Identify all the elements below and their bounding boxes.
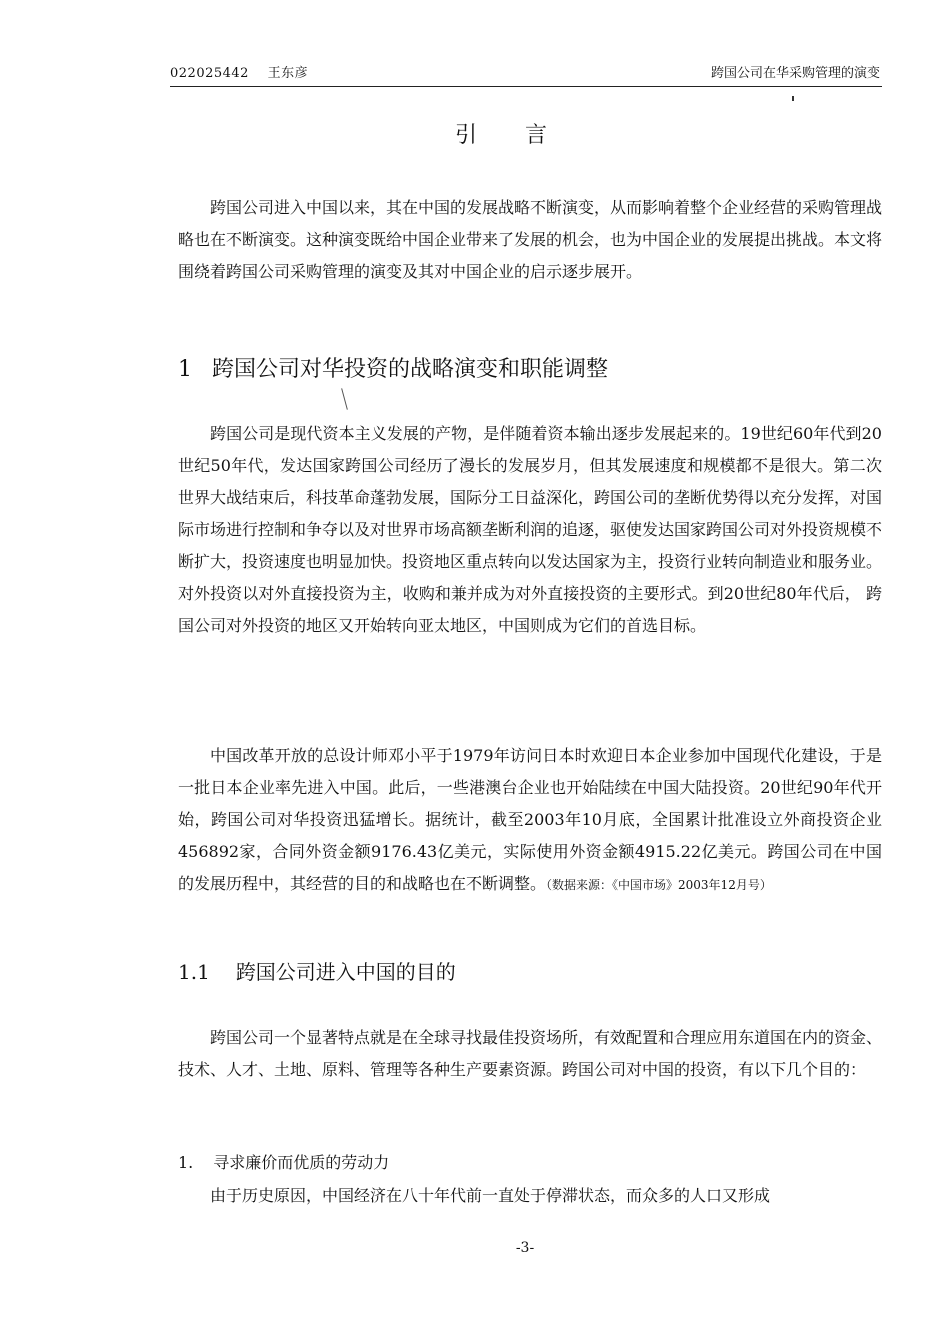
page-number: -3- (515, 1240, 535, 1256)
data-source-note: （数据来源：《中国市场》2003年12月号） (546, 878, 772, 892)
section-1-heading (178, 352, 608, 383)
intro-paragraph (178, 192, 882, 288)
section-1-number: 1 (178, 357, 192, 382)
intro-text: 跨国公司进入中国以来，其在中国的发展战略不断演变，从而影响着整个企业经营的采购管理战略也在不断演变。这种演变既给中国企业带来了发展的机会，也为中国企业的发展提出挑战。本文将围绕着跨国公司采购管理的演变及其对中国企业的启示逐步展开。 (178, 198, 883, 281)
student-id: 022025442 (170, 66, 249, 81)
header-left (170, 62, 322, 81)
section-1-paragraph-1-text: 跨国公司是现代资本主义发展的产物，是伴随着资本输出逐步发展起来的。19世纪60年代到20世纪50年代，发达国家跨国公司经历了漫长的发展岁月，但其发展速度和规模都不是很大。第二次世界大战结束后，科技革命蓬勃发展，国际分工日益深化，跨国公司的垄断优势得以充分发挥，对国际市场进行控制和争夺以及对世界市场高额垄断利润的追逐，驱使发达国家跨国公司对外投资规模不断扩大，投资速度也明显加快。投资地区重点转向以发达国家为主，投资行业转向制造业和服务业。对外投资以对外直接投资为主，收购和兼并成为对外直接投资的主要形式。到20世纪80年代后， 跨国公司对外投资的地区又开始转向亚太地区，中国则成为它们的首选目标。 (178, 424, 883, 635)
author-name: 王东彦 (267, 66, 309, 81)
running-header (170, 62, 880, 86)
list-item-1-text: 由于历史原因，中国经济在八十年代前一直处于停滞状态，而众多的人口又形成 (210, 1186, 771, 1205)
section-1-1-paragraph-1 (178, 1022, 882, 1086)
section-1-1-paragraph-1-text: 跨国公司一个显著特点就是在全球寻找最佳投资场所，有效配置和合理应用东道国在内的资金、技术、人才、土地、原料、管理等各种生产要素资源。跨国公司对中国的投资，有以下几个目的： (178, 1028, 883, 1079)
list-item-1-title: 寻求廉价而优质的劳动力 (213, 1153, 390, 1172)
list-item-1-paragraph (178, 1180, 882, 1212)
list-item-1-heading (178, 1150, 389, 1173)
section-1-1-number: 1.1 (178, 960, 210, 984)
page-title: 引言 (454, 123, 595, 148)
section-1-paragraph-2 (178, 740, 882, 901)
list-item-1-number: 1. (178, 1153, 194, 1172)
section-1-1-heading (178, 956, 456, 985)
section-1-paragraph-2-text: 中国改革开放的总设计师邓小平于1979年访问日本时欢迎日本企业参加中国现代化建设，于是一批日本企业率先进入中国。此后，一些港澳台企业也开始陆续在中国大陆投资。20世纪90年代开始，跨国公司对华投资迅猛增长。据统计，截至2003年10月底，全国累计批准设立外商投资企业456892家，合同外资金额9176.43亿美元，实际使用外资金额4915.22亿美元。跨国公司在中国的发展历程中，其经营的目的和战略也在不断调整。 (178, 746, 882, 893)
header-thesis-title: 跨国公司在华采购管理的演变 (710, 66, 880, 81)
scan-mark (792, 96, 794, 101)
section-1-paragraph-1 (178, 418, 882, 642)
header-rule (170, 86, 882, 87)
scan-mark (341, 388, 348, 410)
section-1-1-title: 跨国公司进入中国的目的 (235, 960, 456, 984)
section-1-title: 跨国公司对华投资的战略演变和职能调整 (212, 357, 609, 382)
